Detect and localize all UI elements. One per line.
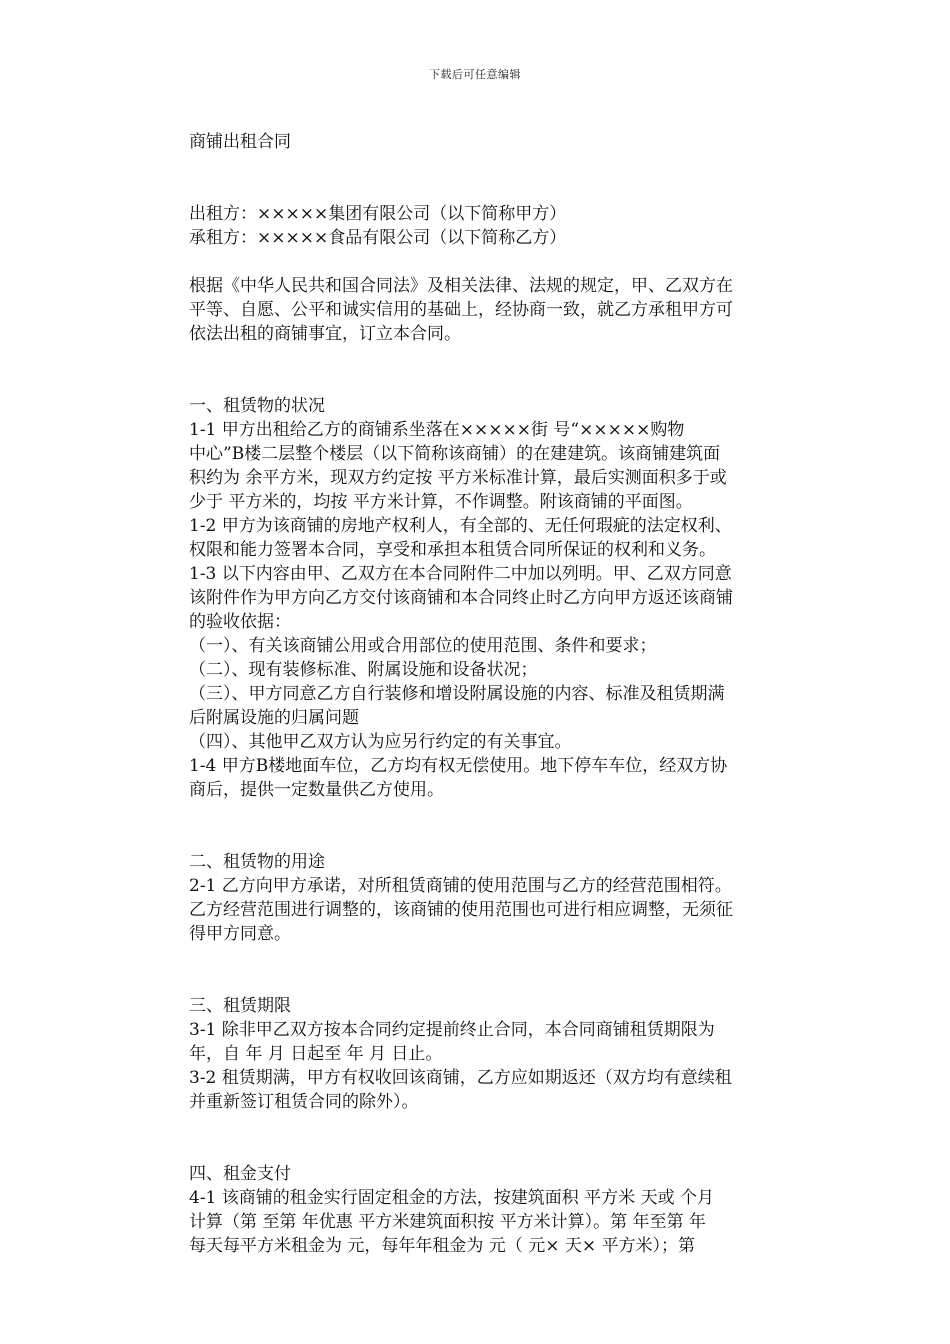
lessor-line: 出租方：×××××集团有限公司（以下简称甲方） [189,204,567,224]
clause-line: （三）、甲方同意乙方自行装修和增设附属设施的内容、标准及租赁期满 [189,684,725,704]
clause-line: 1-1 甲方出租给乙方的商铺系坐落在×××××街 号“×××××购物 [189,420,685,440]
section-heading: 四、租金支付 [189,1164,291,1184]
clause-line: 商后，提供一定数量供乙方使用。 [189,780,444,800]
intro-paragraph [189,274,809,346]
parties-block [189,202,809,250]
section-leased-property-status [189,394,809,802]
clause-line: 1-2 甲方为该商铺的房地产权利人，有全部的、无任何瑕疵的法定权利、 [189,516,732,536]
lessee-line: 承租方：×××××食品有限公司（以下简称乙方） [189,228,567,248]
clause-line: 后附属设施的归属问题 [189,708,359,728]
clause-line: 中心”B楼二层整个楼层（以下简称该商铺）的在建建筑。该商铺建筑面 [189,444,721,464]
clause-line: （四）、其他甲乙双方认为应另行约定的有关事宜。 [189,732,572,752]
clause-line: 积约为 余平方米，现双方约定按 平方米标准计算，最后实测面积多于或 [189,468,727,488]
section-heading: 二、租赁物的用途 [189,852,325,872]
clause-line: 乙方经营范围进行调整的，该商铺的使用范围也可进行相应调整，无须征 [189,900,733,920]
clause-line: 得甲方同意。 [189,924,291,944]
intro-line: 根据《中华人民共和国合同法》及相关法律、法规的规定，甲、乙双方在 [189,276,733,296]
section-lease-term [189,994,809,1114]
clause-line: 3-1 除非甲乙双方按本合同约定提前终止合同，本合同商铺租赁期限为 [189,1020,715,1040]
clause-line: 的验收依据： [189,612,291,632]
clause-line: 权限和能力签署本合同，享受和承担本租赁合同所保证的权利和义务。 [189,540,716,560]
section-leased-property-use [189,850,809,946]
clause-line: 计算（第 至第 年优惠 平方米建筑面积按 平方米计算）。第 年至第 年 [189,1212,706,1232]
clause-line: 1-4 甲方B楼地面车位，乙方均有权无偿使用。地下停车车位，经双方协 [189,756,728,776]
clause-line: 1-3 以下内容由甲、乙双方在本合同附件二中加以列明。甲、乙双方同意 [189,564,732,584]
clause-line: （一）、有关该商铺公用或合用部位的使用范围、条件和要求； [189,636,657,656]
clause-line: 该附件作为甲方向乙方交付该商铺和本合同终止时乙方向甲方返还该商铺 [189,588,733,608]
clause-line: 少于 平方米的，均按 平方米计算，不作调整。附该商铺的平面图。 [189,492,693,512]
clause-line: 年，自 年 月 日起至 年 月 日止。 [189,1044,443,1064]
clause-line: 4-1 该商铺的租金实行固定租金的方法，按建筑面积 平方米 天或 个月 [189,1188,714,1208]
clause-line: （二）、现有装修标准、附属设施和设备状况； [189,660,538,680]
clause-line: 3-2 租赁期满，甲方有权收回该商铺，乙方应如期返还（双方均有意续租 [189,1068,732,1088]
header-note: 下载后可任意编辑 [429,68,521,81]
intro-line: 平等、自愿、公平和诚实信用的基础上，经协商一致，就乙方承租甲方可 [189,300,733,320]
section-heading: 一、租赁物的状况 [189,396,325,416]
document-title: 商铺出租合同 [189,132,291,152]
document-body [189,130,809,1258]
clause-line: 并重新签订租赁合同的除外）。 [189,1092,419,1112]
clause-line: 每天每平方米租金为 元，每年年租金为 元（ 元× 天× 平方米）；第 [189,1236,696,1256]
section-heading: 三、租赁期限 [189,996,291,1016]
clause-line: 2-1 乙方向甲方承诺，对所租赁商铺的使用范围与乙方的经营范围相符。 [189,876,732,896]
intro-line: 依法出租的商铺事宜，订立本合同。 [189,324,461,344]
section-rent-payment [189,1162,809,1258]
